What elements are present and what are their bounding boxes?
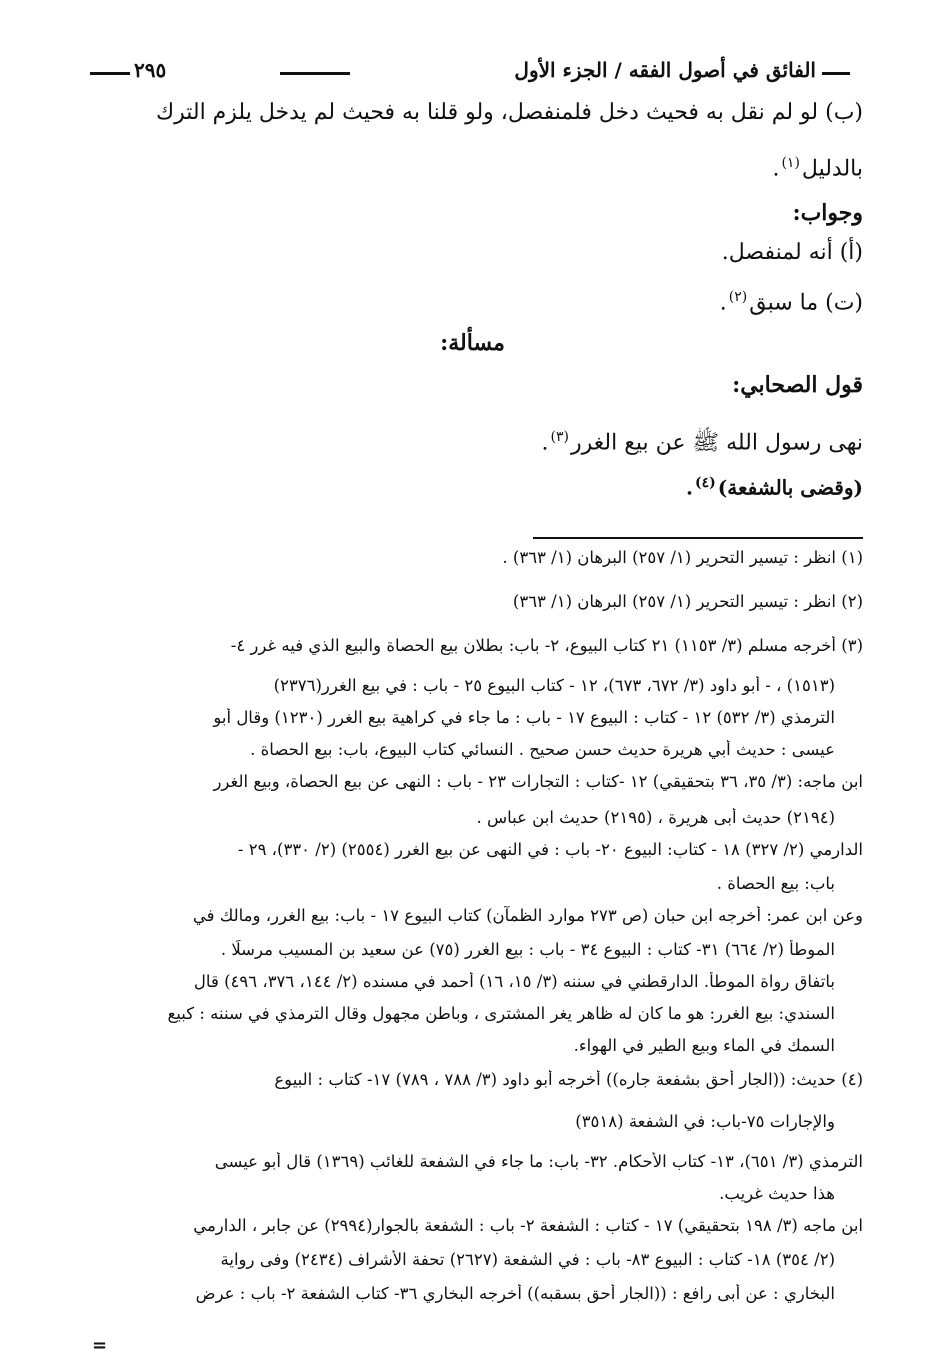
footnote-ref: (٢) — [728, 289, 748, 305]
body-text-span: (ت) ما سبق — [749, 290, 863, 316]
footnote-line: (٢) انظر : تيسير التحرير (١/ ٢٥٧) البرهان (١/ ٣٦٣) — [512, 592, 863, 611]
body-text-span: . — [772, 156, 780, 182]
sahabi-label: قول الصحابي: — [732, 372, 863, 398]
header-rule — [90, 72, 130, 75]
footnote-line: باب: بيع الحصاة . — [716, 874, 835, 893]
footnote-line: السمك في الماء وبيع الطير في الهواء. — [573, 1036, 835, 1055]
footnote-line: (٢/ ٣٥٤) ١٨- كتاب : البيوع ٨٣- باب : في الشفعة (٢٦٢٧) تحفة الأشراف (٢٤٣٤) وفى رواية — [220, 1250, 835, 1269]
footnote-line: الموطأ (٢/ ٦٦٤) ٣١- كتاب : البيوع ٣٤ - باب : بيع الغرر (٧٥) عن سعيد بن المسيب مرسلًا . — [220, 940, 835, 959]
footnote-line: (١) انظر : تيسير التحرير (١/ ٢٥٧) البرهان (١/ ٣٦٣) . — [502, 548, 863, 567]
footnote-line: (٤) حديث: ((الجار أحق بشفعة جاره)) أخرجه أبو داود (٣/ ٧٨٨ ، ٧٨٩) ١٧- كتاب : البيوع — [274, 1070, 863, 1089]
footnote-line: الترمذي (٣/ ٦٥١)، ١٣- كتاب الأحكام. ٣٢- باب: ما جاء في الشفعة للغائب (١٣٦٩) قال أبو عيسى — [214, 1152, 863, 1171]
footnote-line: (٣) أخرجه مسلم (٣/ ١١٥٣) ٢١ كتاب البيوع، ٢- باب: بطلان بيع الحصاة والبيع الذي فيه غرر ٤- — [230, 636, 863, 655]
body-line — [83, 150, 863, 182]
footnote-line: عيسى : حديث أبي هريرة حديث حسن صحيح . النسائي كتاب البيوع، باب: بيع الحصاة . — [250, 740, 835, 759]
footnote-line: البخاري : عن أبى رافع : ((الجار أحق بسقبه)) أخرجه البخاري ٣٦- كتاب الشفعة ٢- باب : عرض — [195, 1284, 835, 1303]
footnote-line: وعن ابن عمر: أخرجه ابن حبان (ص ٢٧٣ موارد الظمآن) كتاب البيوع ١٧ - باب: بيع الغرر، ومالك في — [192, 906, 863, 925]
footnote-line: هذا حديث غريب. — [719, 1184, 835, 1203]
hadith-line — [83, 470, 863, 501]
body-text-span: (وقضى بالشفعة) — [717, 475, 863, 500]
footnote-line: السندي: بيع الغرر: هو ما كان له ظاهر يغر المشترى ، وباطن مجهول وقال الترمذي في سننه : كبيع — [167, 1004, 835, 1023]
body-text-span: نهى رسول الله ﷺ عن بيع الغرر — [571, 430, 863, 456]
answer-t — [83, 284, 863, 316]
footnote-line: ابن ماجه (٣/ ١٩٨ بتحقيقي) ١٧ - كتاب : الشفعة ٢- باب : الشفعة بالجوار(٢٩٩٤) عن جابر ، الدارمي — [193, 1216, 863, 1235]
footnote-ref: (١) — [781, 155, 800, 171]
body-text-span: بالدليل — [801, 156, 863, 182]
footnote-line: (٢١٩٤) حديث أبى هريرة ، (٢١٩٥) حديث ابن عباس . — [476, 808, 835, 827]
body-text-span: . — [686, 475, 693, 500]
answer-label: وجواب: — [792, 200, 863, 226]
footnote-line: الدارمي (٢/ ٣٢٧) ١٨ - كتاب: البيوع ٢٠- باب : في النهى عن بيع الغرر (٢٥٥٤) (٢/ ٣٣٠)، ٢٩ - — [237, 840, 863, 859]
header-rule — [822, 72, 850, 75]
continuation-mark: = — [92, 1335, 108, 1356]
footnote-line: الترمذي (٣/ ٥٣٢) ١٢ - كتاب : البيوع ١٧ - باب : ما جاء في كراهية بيع الغرر (١٢٣٠) وقال أبو — [213, 708, 835, 727]
page-number: ٢٩٥ — [134, 58, 167, 82]
body-text-span: . — [541, 430, 549, 456]
hadith-line — [83, 424, 863, 456]
footnote-line: باتفاق رواة الموطأ. الدارقطني في سننه (٣/ ١٥، ١٦) أحمد في مسنده (٢/ ١٤٤، ٣٧٦، ٤٩٦) قال — [193, 972, 835, 991]
footnote-line: والإجارات ٧٥-باب: في الشفعة (٣٥١٨) — [575, 1112, 835, 1131]
header-rule — [280, 72, 350, 75]
answer-a: (أ) أنه لمنفصل. — [721, 240, 863, 265]
footnote-line: (١٥١٣) ، - أبو داود (٣/ ٦٧٢، ٦٧٣)، ١٢ - كتاب البيوع ٢٥ - باب : في بيع الغرر(٢٣٧٦) — [273, 676, 835, 695]
footnote-separator — [533, 537, 863, 539]
footnote-line: ابن ماجه: (٣/ ٣٥، ٣٦ بتحقيقي) ١٢ -كتاب : التجارات ٢٣ - باب : النهى عن بيع الحصاة، وبيع الغرر — [213, 772, 863, 791]
section-title: مسألة: — [440, 330, 505, 356]
page-header — [90, 58, 850, 92]
footnote-ref: (٤) — [695, 475, 716, 491]
footnote-ref: (٣) — [550, 429, 570, 445]
body-text-span: . — [719, 290, 727, 316]
running-title: الفائق في أصول الفقه / الجزء الأول — [514, 58, 816, 82]
body-line: (ب) لو لم نقل به فحيث دخل فلمنفصل، ولو قلنا به فحيث لم يدخل يلزم الترك — [155, 100, 863, 125]
